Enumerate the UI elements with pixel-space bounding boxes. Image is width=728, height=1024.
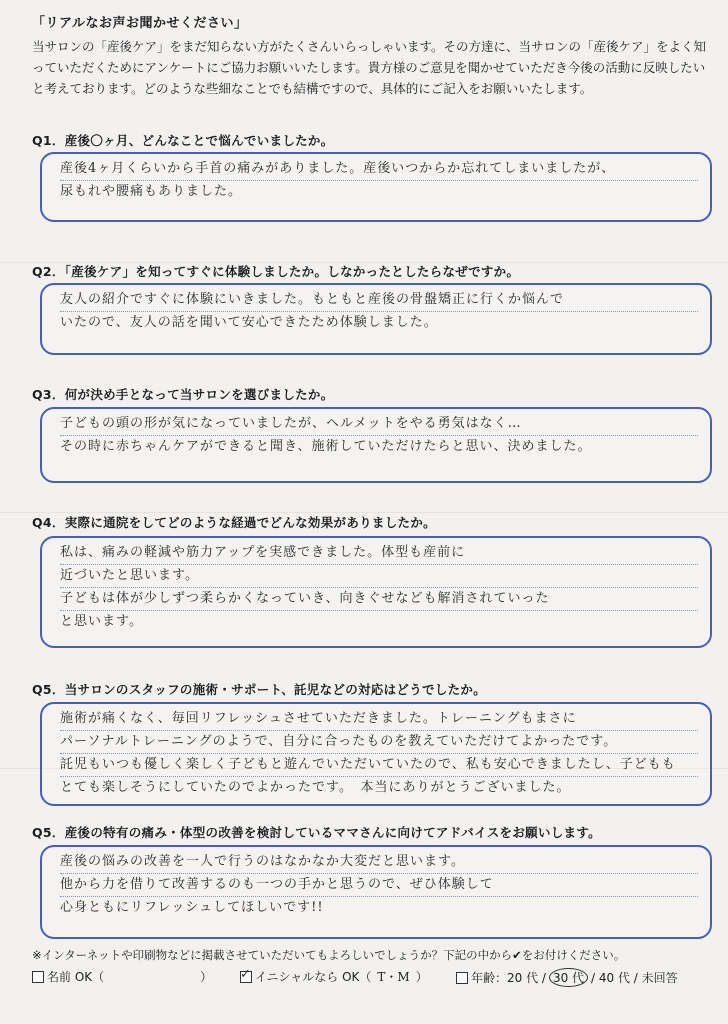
answer-line: いたので、友人の話を聞いて安心できたため体験しました。	[60, 315, 438, 330]
answer-box-4	[40, 536, 712, 648]
age-selected: 30 代	[549, 968, 588, 987]
initial-ok-label: イニシャルなら OK（	[255, 970, 372, 984]
age-rest: / 40 代 / 未回答	[591, 971, 678, 985]
answer-line: 心身ともにリフレッシュしてほしいです!!	[60, 900, 324, 915]
answer-line: パーソナルトレーニングのようで、自分に合ったものを教えていただけてよかったです。	[60, 731, 698, 754]
answer-line: 尿もれや腰痛もありました。	[60, 184, 243, 199]
question-4: Q4．実際に通院をしてどのような経過でどんな効果がありましたか。	[32, 515, 436, 530]
answer-box-6	[40, 845, 712, 939]
answer-line: と思います。	[60, 614, 143, 629]
answer-line: 近づいたと思います。	[60, 565, 698, 588]
answer-line: その時に赤ちゃんケアができると聞き、施術していただけたらと思い、決めました。	[60, 439, 592, 454]
consent-note: ※インターネットや印刷物などに掲載させていただいてもよろしいでしょうか？下記の中から✔をお付けください。	[32, 948, 626, 962]
question-5: Q5．当サロンのスタッフの施術・サポート、託児などの対応はどうでしたか。	[32, 682, 486, 697]
answer-line: 他から力を借りて改善するのも一つの手かと思うので、ぜひ体験して	[60, 874, 698, 897]
question-2: Q2．「産後ケア」を知ってすぐに体験しましたか。しなかったとしたらなぜですか。	[32, 264, 520, 279]
question-1: Q1．産後〇ヶ月、どんなことで悩んでいましたか。	[32, 133, 334, 148]
answer-line: 子どもの頭の形が気になっていましたが、ヘルメットをやる勇気はなく…	[60, 413, 698, 436]
answer-box-5	[40, 702, 712, 806]
name-ok-close: ）	[200, 970, 213, 984]
age-label: 年齢：20 代 /	[471, 971, 546, 985]
question-3: Q3．何が決め手となって当サロンを選びましたか。	[32, 387, 334, 402]
answer-line: 子どもは体が少しずつ柔らかくなっていき、向きぐせなども解消されていった	[60, 588, 698, 611]
initial-ok-close: ）	[415, 970, 428, 984]
initial-ok-checkbox[interactable]	[240, 971, 252, 983]
form-title: 「リアルなお声お聞かせください」	[32, 16, 248, 31]
intro-text: 当サロンの「産後ケア」をまだ知らない方がたくさんいらっしゃいます。その方達に、当サロンの「産後ケア」をよく知っていただくためにアンケートにご協力お願いいたします。貴方様のご意見を聞かせていただき今後の活動に反映したいと考えております。どのような些細なことでも結構ですので、具体的にご記入をお願いいたします。	[32, 39, 707, 96]
answer-box-1	[40, 152, 712, 222]
name-ok-checkbox[interactable]	[32, 971, 44, 983]
age-option[interactable]	[456, 968, 678, 987]
answer-line: 私は、痛みの軽減や筋力アップを実感できました。体型も産前に	[60, 542, 698, 565]
answer-line: 産後4ヶ月くらいから手首の痛みがありました。産後いつからか忘れてしまいましたが、	[60, 158, 698, 181]
answer-line: 産後の悩みの改善を一人で行うのはなかなか大変だと思います。	[60, 851, 698, 874]
name-ok-option[interactable]	[32, 968, 212, 985]
initial-ok-option[interactable]	[240, 968, 428, 985]
initial-value: T・M	[377, 970, 410, 984]
answer-line: 託児もいつも優しく楽しく子どもと遊んでいただいていたので、私も安心できましたし、子どもも	[60, 754, 698, 777]
answer-line: とても楽しそうにしていたのでよかったです。 本当にありがとうございました。	[60, 780, 571, 795]
question-6: Q5．産後の特有の痛み・体型の改善を検討しているママさんに向けてアドバイスをお願いします。	[32, 825, 601, 840]
age-checkbox[interactable]	[456, 972, 468, 984]
answer-box-2	[40, 283, 712, 355]
answer-line: 施術が痛くなく、毎回リフレッシュさせていただきました。トレーニングもまさに	[60, 708, 698, 731]
answer-box-3	[40, 407, 712, 483]
answer-line: 友人の紹介ですぐに体験にいきました。もともと産後の骨盤矯正に行くか悩んで	[60, 289, 698, 312]
name-ok-label: 名前 OK（	[47, 970, 105, 984]
